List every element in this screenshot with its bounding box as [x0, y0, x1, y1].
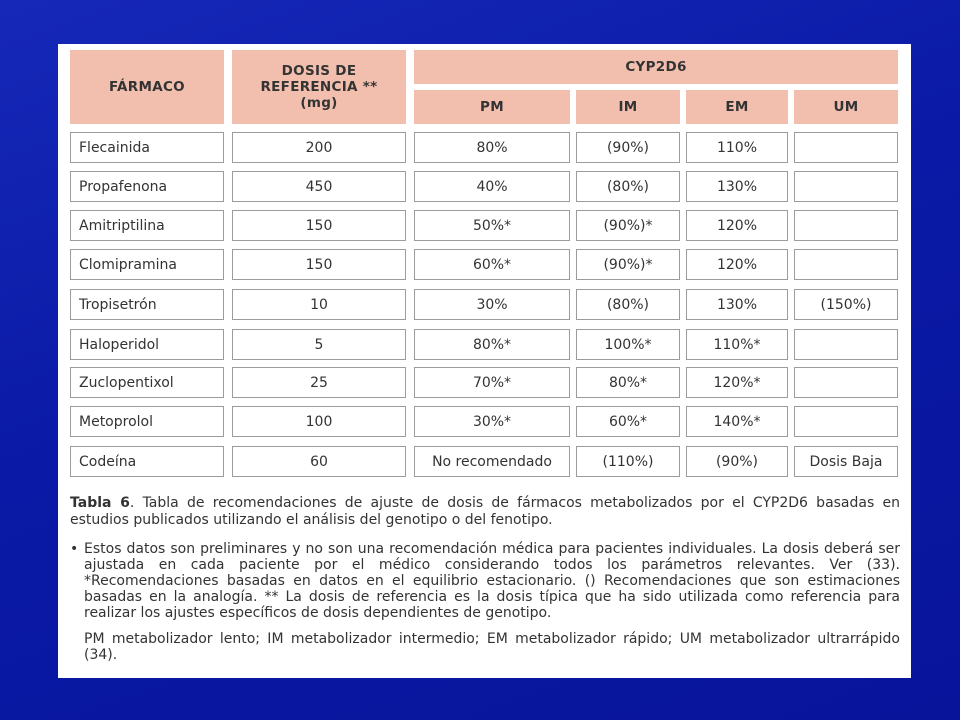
cell-drug: Zuclopentixol [70, 367, 224, 398]
cell-pm: No recomendado [414, 446, 570, 477]
cell-im: (80%) [576, 289, 680, 320]
note-bullet-text: Estos datos son preliminares y no son una recomendación médica para pacientes individuales. La dosis deberá ser ajustada en cada paciente por el médico considerando todos los parámetros relevantes. Ver (33). *Recomendaciones basadas en datos en el equilibrio estacionario. () Recomendaciones que son estimaciones basadas en la analogía. ** La dosis de referencia es la dosis típica que ha sido utilizada como referencia para realizar los ajustes específicos de dosis dependientes de genotipo. [84, 541, 900, 621]
cell-um [794, 329, 898, 360]
caption-text: . Tabla de recomendaciones de ajuste de dosis de fármacos metabolizados por el CYP2D6 basadas en estudios publicados utilizando el análisis del genotipo o del fenotipo. [70, 495, 900, 528]
cell-um [794, 406, 898, 437]
cell-dose: 150 [232, 210, 406, 241]
cell-pm: 50%* [414, 210, 570, 241]
cell-pm: 30% [414, 289, 570, 320]
cell-drug: Amitriptilina [70, 210, 224, 241]
header-im: IM [576, 90, 680, 124]
cell-im: 100%* [576, 329, 680, 360]
cell-im: (90%)* [576, 249, 680, 280]
cell-em: (90%) [686, 446, 788, 477]
cell-dose: 150 [232, 249, 406, 280]
cell-um [794, 367, 898, 398]
cell-um: Dosis Baja [794, 446, 898, 477]
cell-pm: 60%* [414, 249, 570, 280]
cell-im: 60%* [576, 406, 680, 437]
table-notes [70, 541, 900, 663]
caption-label: Tabla 6 [70, 495, 130, 511]
cell-em: 130% [686, 171, 788, 202]
cell-em: 130% [686, 289, 788, 320]
cell-drug: Codeína [70, 446, 224, 477]
cell-dose: 60 [232, 446, 406, 477]
cell-dose: 5 [232, 329, 406, 360]
cell-im: (90%)* [576, 210, 680, 241]
header-um: UM [794, 90, 898, 124]
cell-em: 120% [686, 249, 788, 280]
cell-drug: Haloperidol [70, 329, 224, 360]
cell-em: 120%* [686, 367, 788, 398]
cell-drug: Clomipramina [70, 249, 224, 280]
cell-dose: 25 [232, 367, 406, 398]
header-drug: FÁRMACO [70, 50, 224, 124]
cell-em: 140%* [686, 406, 788, 437]
table-caption [70, 495, 900, 529]
abbreviation-legend: PM metabolizador lento; IM metabolizador intermedio; EM metabolizador rápido; UM metabolizador ultrarrápido (34). [84, 631, 900, 663]
bullet-icon: • [70, 541, 79, 557]
cell-im: 80%* [576, 367, 680, 398]
cell-em: 120% [686, 210, 788, 241]
cell-drug: Tropisetrón [70, 289, 224, 320]
cell-dose: 100 [232, 406, 406, 437]
cell-pm: 40% [414, 171, 570, 202]
cell-em: 110% [686, 132, 788, 163]
cell-um [794, 210, 898, 241]
note-bullet-row [70, 541, 900, 621]
header-dose: DOSIS DE REFERENCIA ** (mg) [232, 50, 406, 124]
header-em: EM [686, 90, 788, 124]
cell-pm: 30%* [414, 406, 570, 437]
cell-dose: 10 [232, 289, 406, 320]
cell-um [794, 249, 898, 280]
cell-dose: 200 [232, 132, 406, 163]
cell-im: (80%) [576, 171, 680, 202]
cell-em: 110%* [686, 329, 788, 360]
cell-um: (150%) [794, 289, 898, 320]
cell-pm: 80%* [414, 329, 570, 360]
slide-panel [58, 44, 911, 678]
cell-im: (90%) [576, 132, 680, 163]
header-pm: PM [414, 90, 570, 124]
cell-drug: Metoprolol [70, 406, 224, 437]
cell-drug: Propafenona [70, 171, 224, 202]
header-cyp2d6: CYP2D6 [414, 50, 898, 84]
cell-im: (110%) [576, 446, 680, 477]
cell-um [794, 132, 898, 163]
cell-pm: 70%* [414, 367, 570, 398]
cell-dose: 450 [232, 171, 406, 202]
cell-um [794, 171, 898, 202]
cell-drug: Flecainida [70, 132, 224, 163]
cell-pm: 80% [414, 132, 570, 163]
